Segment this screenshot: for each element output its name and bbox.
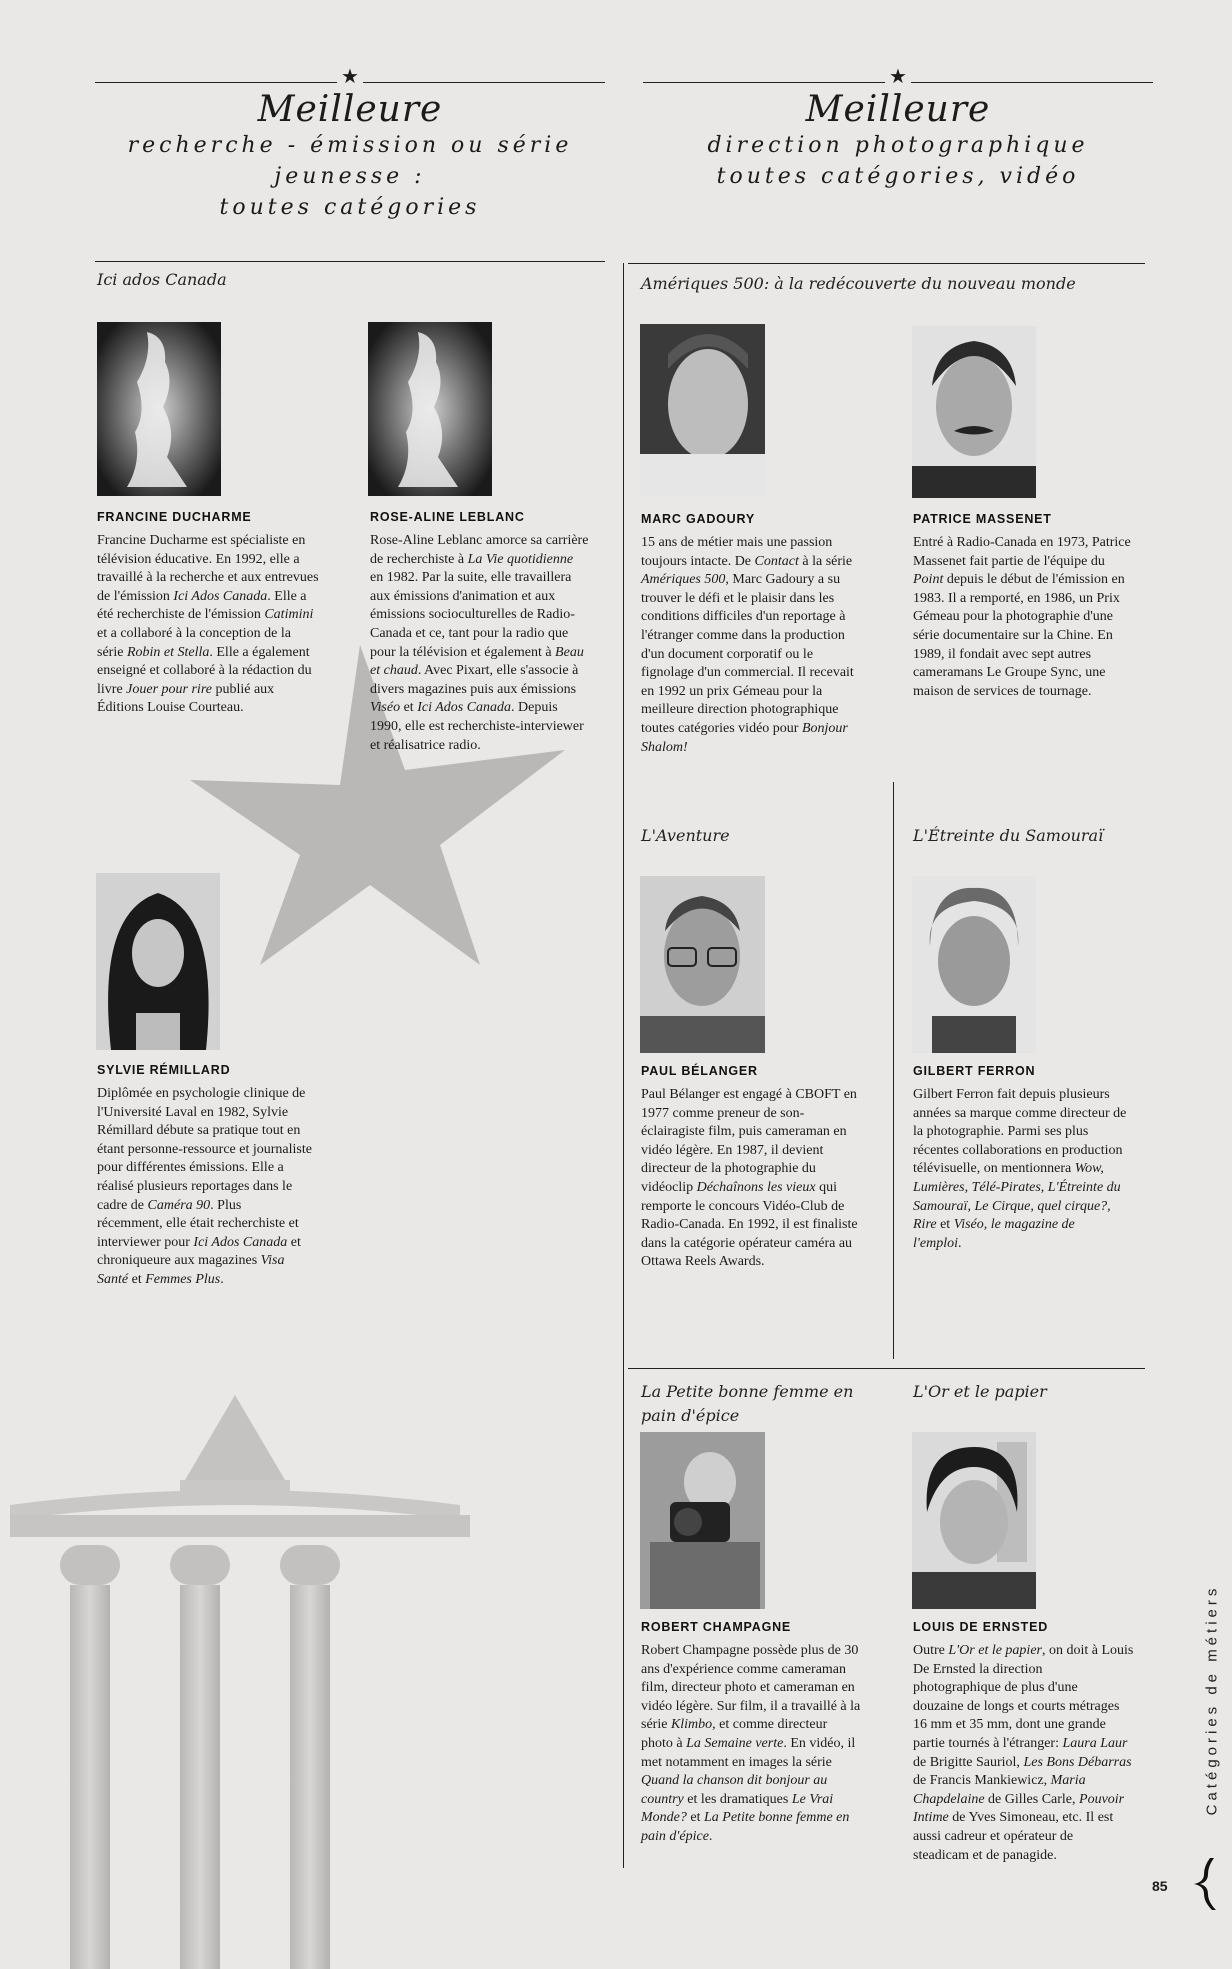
- show-title-line: pain d'épice: [641, 1406, 740, 1425]
- person-name: GILBERT FERRON: [913, 1064, 1036, 1078]
- right-header-line1: direction photographique: [707, 133, 1089, 158]
- divider: [628, 263, 1145, 264]
- person-bio: Paul Bélanger est engagé à CBOFT en 1977 comme preneur de son- éclairagiste film, puis cameraman en vidéo légère. En 1987, il devient directeur de la photographie du vidéoclip Déchaînons les vieux qui remporte le concours Vidéo-Club de Radio-Canada. En 1992, il est finaliste dans la catégorie opérateur caméra au Ottawa Reels Awards.: [641, 1087, 858, 1270]
- show-title-or-papier: L'Or et le papier: [913, 1382, 1047, 1401]
- show-title-ameriques: Amériques 500: à la redécouverte du nouveau monde: [641, 274, 1076, 293]
- person-name: PAUL BÉLANGER: [641, 1064, 758, 1078]
- left-header-title: Meilleure: [257, 89, 443, 130]
- page-tab-marker-icon: [1190, 1858, 1216, 1910]
- show-title-aventure: L'Aventure: [641, 826, 730, 845]
- person-name: PATRICE MASSENET: [913, 512, 1052, 526]
- show-title-ici-ados: Ici ados Canada: [97, 270, 227, 289]
- person-name: MARC GADOURY: [641, 512, 755, 526]
- decorative-columns: [10, 1395, 480, 1969]
- portrait-photo: [96, 873, 220, 1050]
- portrait-photo: [640, 324, 765, 496]
- star-icon: ★: [885, 66, 911, 86]
- person-bio: Entré à Radio-Canada en 1973, Patrice Massenet fait partie de l'équipe du Point depuis le début de l'émission en 1983. Il a remporté, en 1986, un Prix Gémeau pour la photographie d'une série documentaire sur la Chine. En 1989, il fondait avec sept autres cameramans Le Groupe Sync, une maison de services de tournage.: [913, 535, 1131, 699]
- person-bio: 15 ans de métier mais une passion toujours intacte. De Contact à la série Amériques 500, Marc Gadoury a su trouver le défi et le plaisir dans les conditions difficiles d'un reportage à l'étranger comme dans la production d'un document corporatif ou le fignolage d'un commercial. Il recevait en 1992 un prix Gémeau pour la meilleure direction photographique toutes catégories vidéo pour Bonjour Shalom!: [641, 535, 854, 755]
- person-bio: Rose-Aline Leblanc amorce sa carrière de recherchiste à La Vie quotidienne en 1982. Par la suite, elle travaillera aux émissions d'animation et aux émissions socioculturelles de Radio- Canada et ce, tant pour la radio que pour la télévision et également à Beau et chaud. Avec Pixart, elle s'associe à divers magazines puis aux émissions Viséo et Ici Ados Canada. Depuis 1990, elle est recherchiste-interviewer et réalisatrice radio.: [370, 533, 589, 753]
- column-divider: [623, 263, 624, 1868]
- right-header-title: Meilleure: [805, 89, 991, 130]
- divider: [628, 1368, 1145, 1369]
- person-name: FRANCINE DUCHARME: [97, 510, 252, 524]
- person-name: ROBERT CHAMPAGNE: [641, 1620, 792, 1634]
- left-header-line2: toutes catégories: [219, 195, 481, 220]
- person-bio: Robert Champagne possède plus de 30 ans d'expérience comme cameraman film, directeur photo et cameraman en vidéo légère. Sur film, il a travaillé à la série Klimbo, et comme directeur photo à La Semaine verte. En vidéo, il met notamment en images la série Quand la chanson dit bonjour au country et les dramatiques Le Vrai Monde? et La Petite bonne femme en pain d'épice.: [641, 1643, 861, 1844]
- show-title-line: La Petite bonne femme en: [641, 1382, 854, 1401]
- left-header-line1: recherche - émission ou série jeunesse :: [127, 133, 573, 189]
- section-side-label-text: Catégories de métiers: [1203, 1584, 1221, 1816]
- column-divider: [893, 782, 894, 1359]
- left-award-header: [95, 64, 605, 223]
- right-header-line2: toutes catégories, vidéo: [716, 164, 1080, 189]
- section-side-label: [1200, 1540, 1224, 1860]
- show-title-etreinte: L'Étreinte du Samouraï: [913, 826, 1104, 845]
- person-bio: Diplômée en psychologie clinique de l'Université Laval en 1982, Sylvie Rémillard débute sa pratique tout en étant personne-ressource et journaliste pour différentes émissions. Elle a réalisé plusieurs reportages dans le cadre de Caméra 90. Plus récemment, elle était recherchiste et interviewer pour Ici Ados Canada et chroniqueure aux magazines Visa Santé et Femmes Plus.: [97, 1086, 312, 1287]
- portrait-photo: [912, 876, 1036, 1053]
- portrait-photo: [912, 1432, 1036, 1609]
- trophy-photo: [368, 322, 492, 496]
- person-bio: Francine Ducharme est spécialiste en télévision éducative. En 1992, elle a travaillé à la recherche et aux entrevues de l'émission Ici Ados Canada. Elle a été recherchiste de l'émission Catimini et a collaboré à la conception de la série Robin et Stella. Elle a également enseigné et collaboré à la rédaction du livre Jouer pour rire publié aux Éditions Louise Courteau.: [97, 533, 319, 716]
- star-icon: ★: [337, 66, 363, 86]
- right-award-header: [643, 64, 1153, 192]
- page-number: 85: [1152, 1878, 1168, 1894]
- show-title-petite-bonne-femme: [641, 1380, 853, 1428]
- portrait-photo: [640, 876, 765, 1053]
- person-name: SYLVIE RÉMILLARD: [97, 1063, 231, 1077]
- person-name: LOUIS DE ERNSTED: [913, 1620, 1049, 1634]
- person-bio: Gilbert Ferron fait depuis plusieurs années sa marque comme directeur de la photographie. Parmi ses plus récentes collaborations en production télévisuelle, on mentionnera Wow, Lumières, Télé-Pirates, L'Étreinte du Samouraï, Le Cirque, quel cirque?, Rire et Viséo, le magazine de l'emploi.: [913, 1087, 1127, 1251]
- divider: [95, 261, 605, 262]
- portrait-photo: [640, 1432, 765, 1609]
- person-name: ROSE-ALINE LEBLANC: [370, 510, 525, 524]
- portrait-photo: [912, 326, 1036, 498]
- trophy-photo: [97, 322, 221, 496]
- person-bio: Outre L'Or et le papier, on doit à Louis De Ernsted la direction photographique de plus d'une douzaine de longs et courts métrages 16 mm et 35 mm, dont une grande partie tournés à l'étranger: Laura Laur de Brigitte Sauriol, Les Bons Débarras de Francis Mankiewicz, Maria Chapdelaine de Gilles Carle, Pouvoir Intime de Yves Simoneau, etc. Il est aussi cadreur et opérateur de steadicam et de panagide.: [913, 1643, 1134, 1863]
